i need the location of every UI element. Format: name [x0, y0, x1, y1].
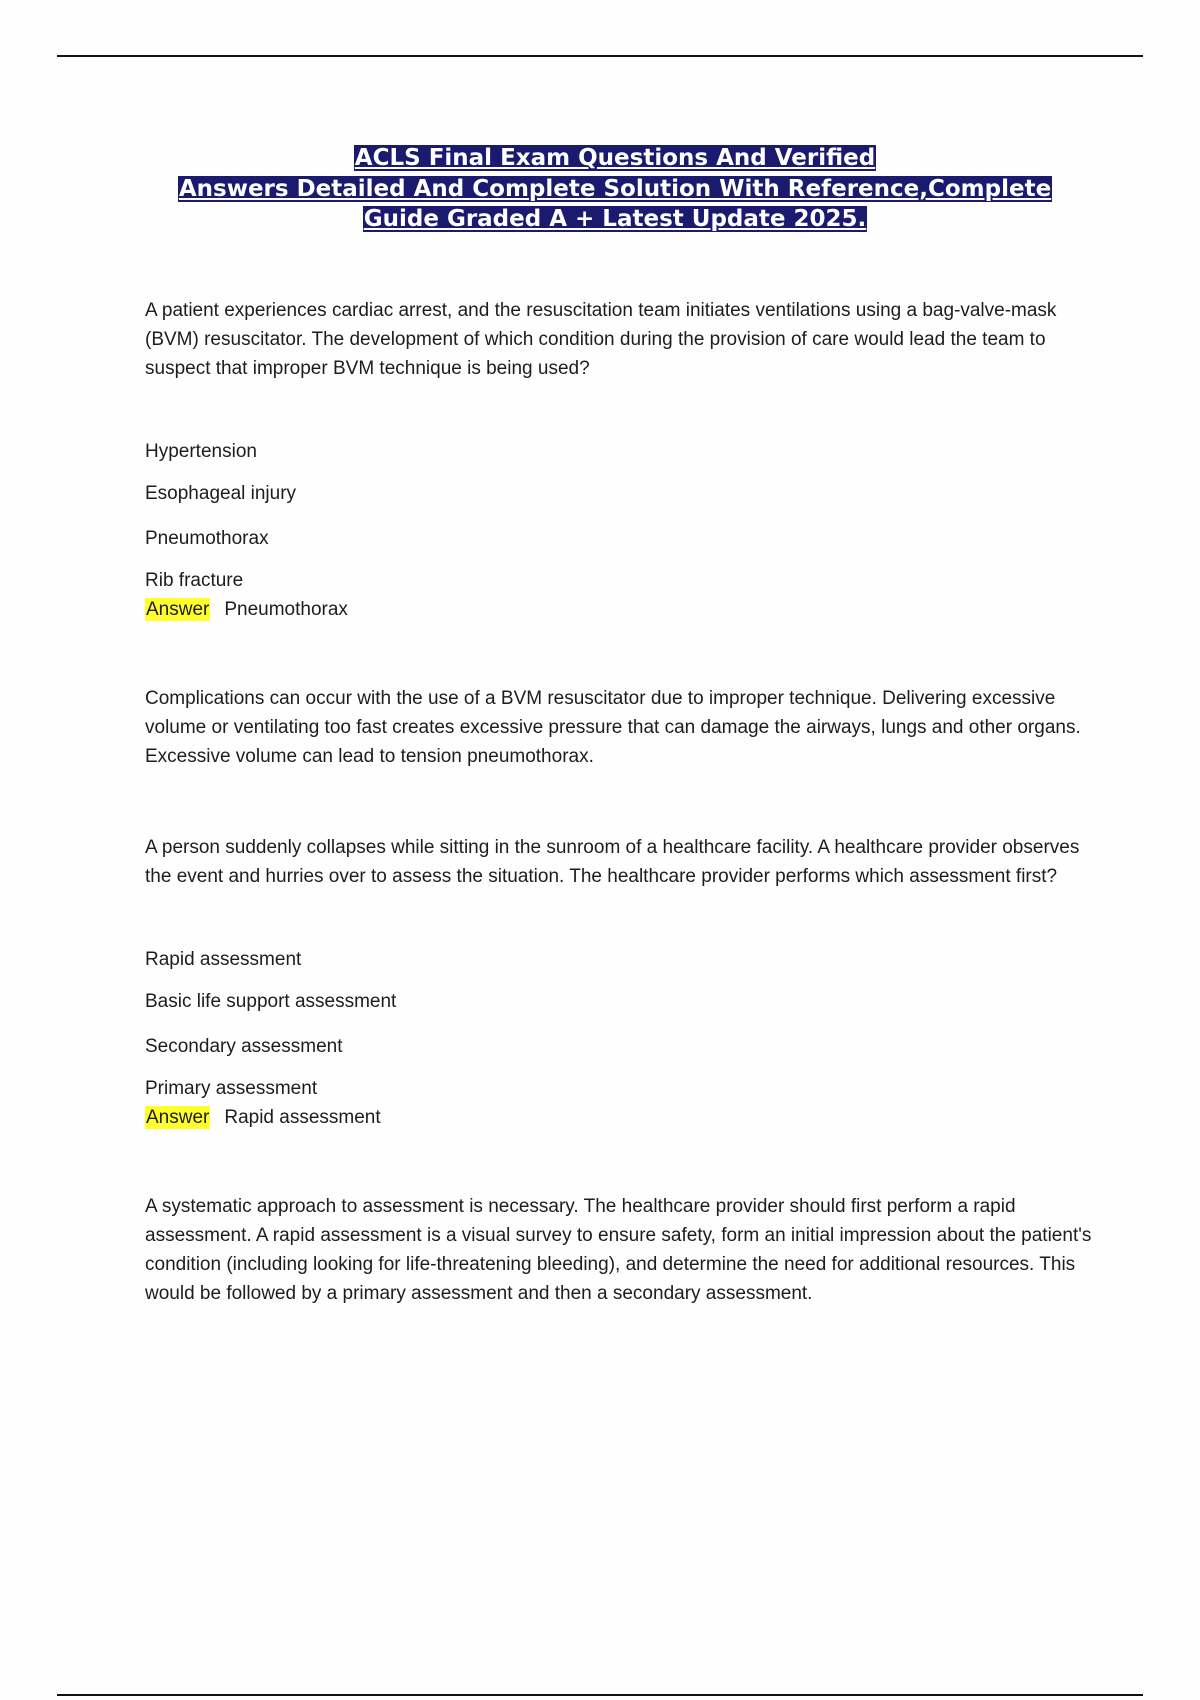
footer-rule	[57, 1694, 1143, 1696]
question-2-rationale: A systematic approach to assessment is necessary. The healthcare provider should first perform a rapid assessment. A rapid assessment is a visual survey to ensure safety, form an initial impression about the patient's condition (including looking for life-threatening bleeding), and determine the need for additional resources. This would be followed by a primary assessment and then a secondary assessment.	[145, 1196, 1092, 1304]
answer-label: Answer	[146, 1107, 210, 1128]
question-1-text: A patient experiences cardiac arrest, and the resuscitation team initiates ventilations using a bag-valve-mask (BVM) resuscitator. The development of which condition during the provision of care would lead the team to suspect that improper BVM technique is being used?	[145, 300, 1057, 379]
header-rule	[57, 55, 1143, 57]
question-2-option-1: Rapid assessment	[145, 949, 302, 970]
question-1-answer-value: Pneumothorax	[224, 599, 348, 620]
title-line-1: ACLS Final Exam Questions And Verified	[354, 145, 876, 171]
question-1-option-3: Pneumothorax	[145, 528, 269, 549]
question-1-option-4: Rib fracture	[145, 570, 244, 591]
question-2-option-3: Secondary assessment	[145, 1036, 343, 1057]
question-1-rationale: Complications can occur with the use of a BVM resuscitator due to improper technique. Delivering excessive volume or ventilating too fast creates excessive pressure that can damage the airways, lungs and other organs. Excessive volume can lead to tension pneumothorax.	[145, 688, 1081, 767]
question-2-option-4: Primary assessment	[145, 1078, 318, 1099]
title-line-3: Guide Graded A + Latest Update 2025.	[363, 206, 867, 232]
question-1-answer	[145, 595, 1095, 624]
question-1-option-1: Hypertension	[145, 441, 257, 462]
question-1-option-2: Esophageal injury	[145, 483, 297, 504]
document-body	[145, 296, 1095, 1308]
title-line-2: Answers Detailed And Complete Solution With Reference,Complete	[178, 175, 1052, 202]
question-2-answer	[145, 1103, 1095, 1132]
answer-label: Answer	[146, 599, 210, 620]
document-title	[140, 143, 1090, 235]
question-2-option-2: Basic life support assessment	[145, 991, 397, 1012]
question-2-answer-value: Rapid assessment	[224, 1107, 381, 1128]
question-2-text: A person suddenly collapses while sitting in the sunroom of a healthcare facility. A healthcare provider observes the event and hurries over to assess the situation. The healthcare provider performs which assessment first?	[145, 837, 1080, 887]
